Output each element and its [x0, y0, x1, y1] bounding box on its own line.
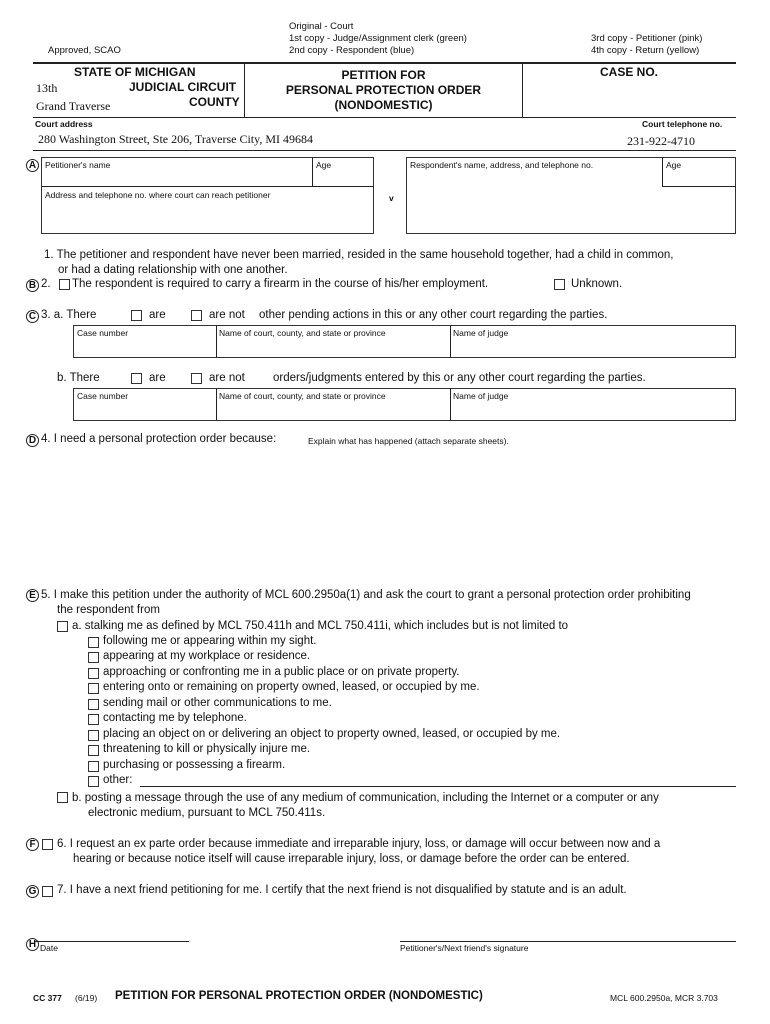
- item-4: 4. I need a personal protection order because:: [41, 433, 277, 445]
- pending-col-divider-2: [450, 325, 451, 358]
- 3a-are-label: are: [149, 309, 166, 321]
- 3b-are-not-checkbox[interactable]: [191, 373, 202, 384]
- stalking-option: purchasing or possessing a firearm.: [103, 759, 286, 771]
- marker-h: H: [26, 938, 39, 951]
- footer-title: PETITION FOR PERSONAL PROTECTION ORDER (NONDOMESTIC): [115, 990, 483, 1002]
- petitioner-name-field[interactable]: Petitioner's name: [45, 160, 111, 170]
- stalking-option-checkbox[interactable]: [88, 683, 99, 694]
- orders-case-number[interactable]: Case number: [77, 391, 129, 401]
- item-4-note: Explain what has happened (attach separate sheets).: [308, 436, 509, 446]
- stalking-option-checkbox[interactable]: [88, 761, 99, 772]
- pending-court-name[interactable]: Name of court, county, and state or province: [219, 328, 386, 338]
- copy-distribution-right: 3rd copy - Petitioner (pink) 4th copy - Return (yellow): [591, 33, 703, 56]
- date-line[interactable]: [35, 941, 189, 942]
- explanation-area[interactable]: [41, 452, 736, 577]
- respondent-age-divider: [662, 157, 663, 186]
- stalking-option: following me or appearing within my sight.: [103, 635, 317, 647]
- stalking-option-checkbox[interactable]: [88, 714, 99, 725]
- county-name[interactable]: Grand Traverse: [36, 99, 111, 113]
- stalking-option-checkbox[interactable]: [88, 668, 99, 679]
- item-1: 1. The petitioner and respondent have never been married, resided in the same household together, had a child in common, or had a dating relationship with one another.: [44, 249, 674, 276]
- stalking-option: approaching or confronting me in a public place or on private property.: [103, 666, 460, 678]
- item-2-text: The respondent is required to carry a firearm in the course of his/her employment.: [72, 278, 489, 290]
- court-address-label: Court address: [35, 119, 93, 129]
- marker-a: A: [26, 159, 39, 172]
- stalking-option: threatening to kill or physically injure me.: [103, 743, 311, 755]
- item-2-number: 2.: [41, 278, 51, 290]
- marker-f: F: [26, 838, 39, 851]
- orders-table: [73, 388, 736, 421]
- 3a-are-not-checkbox[interactable]: [191, 310, 202, 321]
- court-phone[interactable]: 231-922-4710: [627, 134, 695, 148]
- versus: v: [389, 193, 394, 203]
- item-5a: a. stalking me as defined by MCL 750.411h and MCL 750.411i, which includes but is not limited to: [72, 620, 569, 632]
- unknown-checkbox[interactable]: [554, 279, 565, 290]
- stalking-option: sending mail or other communications to me.: [103, 697, 332, 709]
- 3a-are-checkbox[interactable]: [131, 310, 142, 321]
- circuit-number[interactable]: 13th: [36, 81, 58, 95]
- orders-judge-name[interactable]: Name of judge: [453, 391, 509, 401]
- unknown-label: Unknown.: [571, 278, 623, 290]
- 3b-are-checkbox[interactable]: [131, 373, 142, 384]
- stalking-option-checkbox[interactable]: [88, 699, 99, 710]
- stalking-option-checkbox[interactable]: [88, 637, 99, 648]
- item-5b: b. posting a message through the use of any medium of communication, including the Internet or a computer or any electronic medium, pursuant to MCL 750.411s.: [72, 792, 659, 819]
- stalking-option: placing an object on or delivering an object to property owned, leased, or occupied by me.: [103, 728, 561, 740]
- stalking-option-checkbox[interactable]: [88, 730, 99, 741]
- stalking-option: entering onto or remaining on property owned, leased, or occupied by me.: [103, 681, 480, 693]
- pending-case-number[interactable]: Case number: [77, 328, 129, 338]
- orders-col-divider-1: [216, 388, 217, 421]
- petitioner-address-field[interactable]: Address and telephone no. where court can reach petitioner: [45, 190, 271, 200]
- state-of-michigan: STATE OF MICHIGAN: [74, 65, 196, 79]
- stalking-option-checkbox[interactable]: [88, 652, 99, 663]
- stalking-option: appearing at my workplace or residence.: [103, 650, 311, 662]
- 3a-are-not-label: are not: [209, 309, 245, 321]
- item-7: 7. I have a next friend petitioning for me. I certify that the next friend is not disqualified by statute and is an adult.: [57, 884, 627, 896]
- item-5: 5. I make this petition under the authority of MCL 600.2950a(1) and ask the court to grant a personal protection order prohibiting the respondent from: [41, 589, 691, 616]
- form-revision: (6/19): [75, 993, 98, 1003]
- judicial-circuit-label: JUDICIAL CIRCUIT: [129, 80, 237, 94]
- footer-references: MCL 600.2950a, MCR 3.703: [610, 993, 718, 1003]
- 3b-are-label: are: [149, 372, 166, 384]
- address-rule: [33, 150, 736, 151]
- respondent-age-field[interactable]: Age: [666, 160, 682, 170]
- county-label: COUNTY: [189, 95, 240, 109]
- petitioner-age-divider: [312, 157, 313, 186]
- stalking-other-label: other:: [103, 774, 133, 786]
- petitioner-age-field[interactable]: Age: [316, 160, 332, 170]
- marker-e: E: [26, 589, 39, 602]
- court-address[interactable]: 280 Washington Street, Ste 206, Traverse City, MI 49684: [38, 132, 314, 146]
- date-label: Date: [40, 943, 58, 953]
- pending-judge-name[interactable]: Name of judge: [453, 328, 509, 338]
- stalking-option-checkbox[interactable]: [88, 745, 99, 756]
- stalking-checkbox[interactable]: [57, 621, 68, 632]
- posting-message-checkbox[interactable]: [57, 792, 68, 803]
- pending-actions-table: [73, 325, 736, 358]
- respondent-age-rule: [662, 186, 736, 187]
- pending-col-divider-1: [216, 325, 217, 358]
- form-title: PETITION FOR PERSONAL PROTECTION ORDER (NONDOMESTIC): [285, 68, 482, 112]
- marker-d: D: [26, 434, 39, 447]
- petitioner-name-rule: [41, 186, 374, 187]
- other-input-line[interactable]: [140, 786, 736, 787]
- form-number: CC 377: [33, 993, 62, 1003]
- approved-scao: Approved, SCAO: [48, 45, 121, 56]
- item-6: 6. I request an ex parte order because immediate and irreparable injury, loss, or damage will occur between now and a hearing or because notice itself will cause irreparable injury, loss, or damage before the order can be entered.: [57, 838, 661, 865]
- item-3b-suffix: orders/judgments entered by this or any other court regarding the parties.: [273, 372, 646, 384]
- item-3a-prefix: 3. a. There: [41, 309, 97, 321]
- marker-b: B: [26, 279, 39, 292]
- header-bottom-rule: [33, 117, 736, 118]
- orders-col-divider-2: [450, 388, 451, 421]
- case-no-label: CASE NO.: [600, 65, 659, 79]
- stalking-other-checkbox[interactable]: [88, 776, 99, 787]
- item-3b-prefix: b. There: [57, 372, 100, 384]
- marker-c: C: [26, 310, 39, 323]
- marker-g: G: [26, 885, 39, 898]
- ex-parte-checkbox[interactable]: [42, 839, 53, 850]
- court-phone-label: Court telephone no.: [642, 119, 723, 129]
- signature-line[interactable]: [400, 941, 736, 942]
- orders-court-name[interactable]: Name of court, county, and state or province: [219, 391, 386, 401]
- firearm-checkbox[interactable]: [59, 279, 70, 290]
- item-3a-suffix: other pending actions in this or any other court regarding the parties.: [259, 309, 608, 321]
- copy-distribution-left: Original - Court 1st copy - Judge/Assignment clerk (green) 2nd copy - Respondent (blue): [289, 21, 467, 56]
- header-top-rule: [33, 62, 736, 64]
- stalking-option: contacting me by telephone.: [103, 712, 247, 724]
- next-friend-checkbox[interactable]: [42, 886, 53, 897]
- 3b-are-not-label: are not: [209, 372, 245, 384]
- respondent-field[interactable]: Respondent's name, address, and telephone no.: [410, 160, 594, 170]
- header-divider-2: [522, 63, 523, 118]
- signature-label: Petitioner's/Next friend's signature: [400, 943, 529, 953]
